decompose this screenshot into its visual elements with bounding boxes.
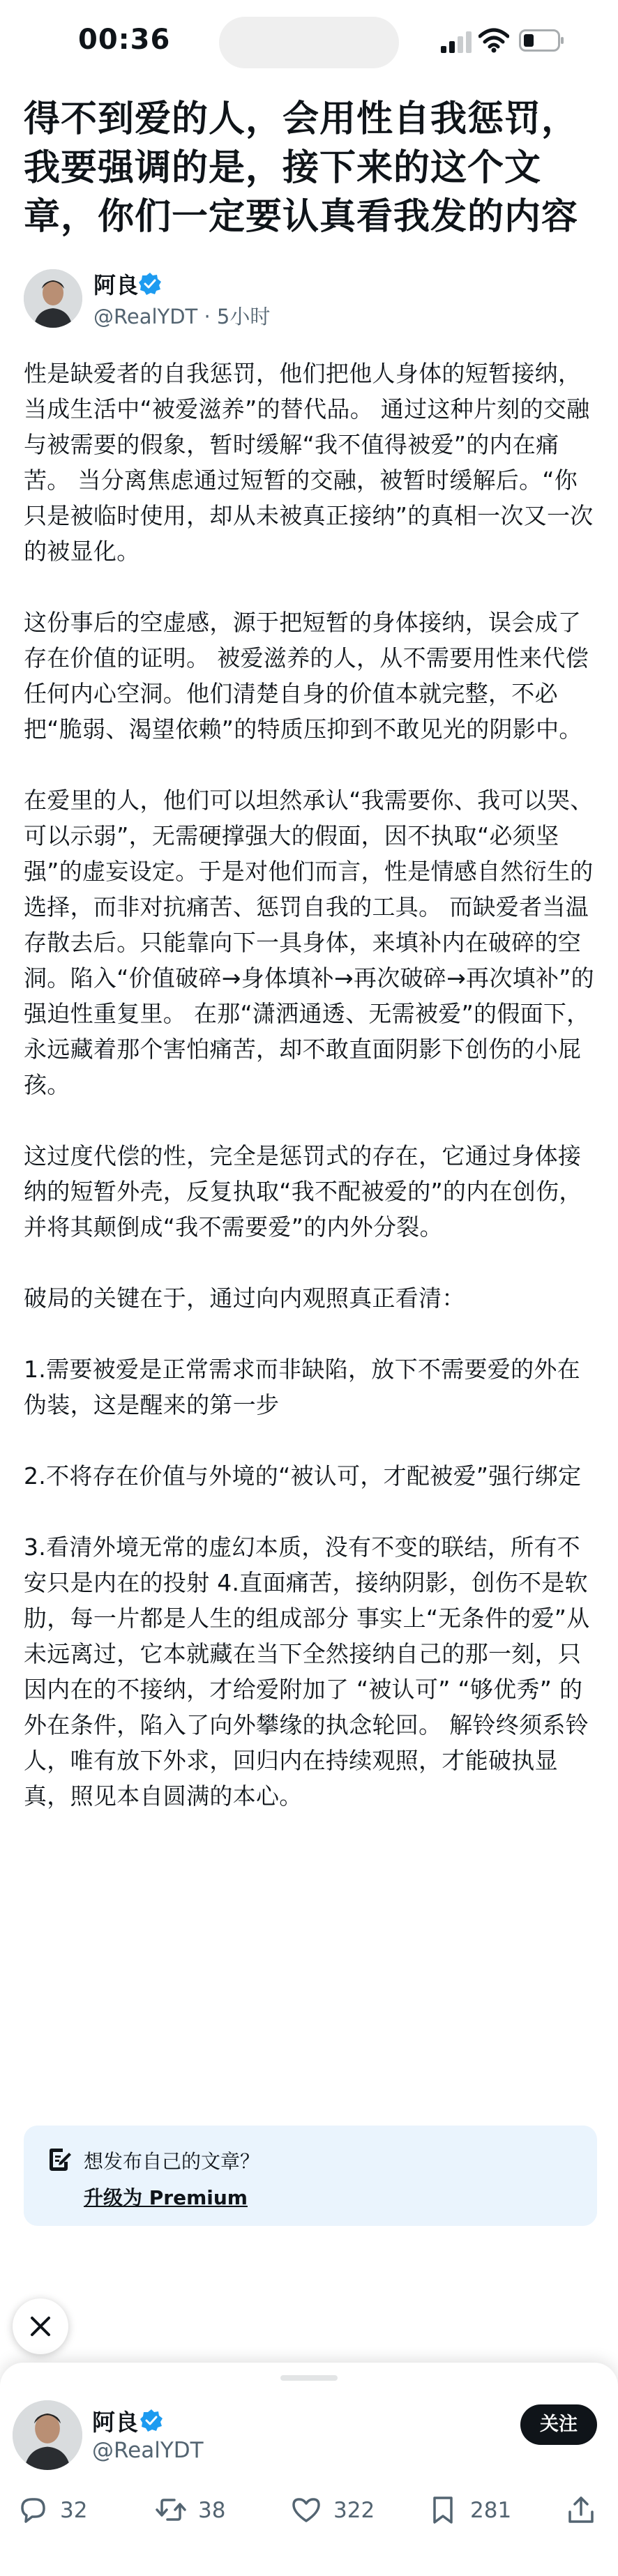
follow-button[interactable]: 关注	[520, 2404, 597, 2445]
battery-icon	[519, 29, 565, 52]
paragraph: 性是缺爱者的自我惩罚，他们把他人身体的短暂接纳，当成生活中“被爱滋养”的替代品。 通过这种片刻的交融与被需要的假象，暂时缓解“我不值得被爱”的内在痛苦。 当分离焦虑通过短暂的交融，被暂时缓解后。“你只是被临时使用，却从未被真正接纳”的真相一次又一次的被显化。	[24, 360, 594, 565]
avatar[interactable]	[13, 2400, 82, 2470]
author-handle: @RealYDT	[92, 2438, 204, 2463]
premium-promo-card[interactable]	[24, 2126, 597, 2226]
share-icon	[565, 2494, 597, 2526]
reply-icon	[17, 2494, 49, 2526]
like-button[interactable]	[290, 2494, 395, 2529]
avatar-portrait-icon	[13, 2400, 82, 2470]
repost-count: 38	[198, 2498, 226, 2523]
verified-badge-icon	[140, 2409, 163, 2432]
author-name[interactable]: 阿良	[92, 2409, 138, 2436]
paragraph: 破局的关键在于，通过向内观照真正看清：	[24, 1285, 465, 1312]
author-name[interactable]: 阿良	[93, 272, 139, 298]
paragraph: 这份事后的空虚感，源于把短暂的身体接纳，误会成了存在价值的证明。 被爱滋养的人，从不需要用性来代偿任何内心空洞。他们清楚自身的价值本就完整，不必把“脆弱、渴望依赖”的特质压抑到不敢见光的阴影中。	[24, 609, 589, 743]
author-row[interactable]	[24, 265, 596, 335]
cellular-signal-icon	[439, 31, 473, 53]
close-button[interactable]	[13, 2298, 68, 2354]
article-body	[24, 356, 597, 1849]
avatar-portrait-icon	[24, 269, 82, 328]
paragraph: 这过度代偿的性，完全是惩罚式的存在，它通过身体接纳的短暂外壳，反复执取“我不配被爱的”的内在创伤，并将其颠倒成“我不需要爱”的内外分裂。	[24, 1142, 582, 1241]
avatar[interactable]	[24, 269, 82, 328]
status-time: 00:36	[78, 24, 171, 56]
bookmark-count: 281	[470, 2498, 512, 2523]
paragraph: 3.看清外境无常的虚幻本质，没有不变的联结，所有不安只是内在的投射 4.直面痛苦，接纳阴影，创伤不是软肋，每一片都是人生的组成部分 事实上“无条件的爱”从未远离过，它本就藏在当下全然接纳自己的那一刻，只因内在的不接纳，才给爱附加了 “被认可” “够优秀” 的外在条件，陷入了向外攀缘的执念轮回。 解铃终须系铃人，唯有放下外求，回归内在持续观照，才能破执显真，照见本自圆满的本心。	[24, 1533, 590, 1810]
repost-button[interactable]	[155, 2494, 246, 2529]
author-handle-time: @RealYDT · 5小时	[93, 305, 271, 328]
paragraph: 在爱里的人，他们可以坦然承认“我需要你、我可以哭、可以示弱”，无需硬撑强大的假面，因不执取“必须坚强”的虚妄设定。于是对他们而言，性是情感自然衍生的选择，而非对抗痛苦、惩罚自我的工具。 而缺爱者当温存散去后。只能靠向下一具身体，来填补内在破碎的空洞。陷入“价值破碎→身体填补→再次破碎→再次填补”的强迫性重复里。 在那“潇洒通透、无需被爱”的假面下，永远藏着那个害怕痛苦，却不敢直面阴影下创伤的小屁孩。	[24, 787, 594, 1098]
verified-badge-icon	[138, 272, 162, 296]
action-bar	[0, 2481, 618, 2544]
premium-question: 想发布自己的文章？	[84, 2150, 260, 2173]
sheet-drag-handle[interactable]	[280, 2375, 338, 2381]
repost-icon	[155, 2494, 187, 2526]
share-button[interactable]	[565, 2494, 600, 2529]
bottom-sheet	[0, 2363, 618, 2576]
close-icon	[28, 2314, 53, 2339]
like-count: 322	[333, 2498, 375, 2523]
bookmark-icon	[427, 2494, 459, 2526]
status-bar	[0, 0, 618, 84]
article-title: 得不到爱的人，会用性自我惩罚，我要强调的是，接下来的这个文章，你们一定要认真看我发的内容	[24, 98, 579, 238]
heart-icon	[290, 2494, 322, 2526]
paragraph: 1.需要被爱是正常需求而非缺陷，放下不需要爱的外在伪装，这是醒来的第一步	[24, 1356, 580, 1418]
wifi-icon	[478, 28, 509, 53]
compose-article-icon	[46, 2146, 71, 2172]
dynamic-island	[219, 17, 399, 68]
bookmark-button[interactable]	[427, 2494, 525, 2529]
reply-button[interactable]	[17, 2494, 100, 2529]
paragraph: 2.不将存在价值与外境的“被认可，才配被爱”强行绑定	[24, 1462, 582, 1490]
reply-count: 32	[60, 2498, 88, 2523]
upgrade-premium-link[interactable]: 升级为 Premium	[84, 2186, 248, 2209]
